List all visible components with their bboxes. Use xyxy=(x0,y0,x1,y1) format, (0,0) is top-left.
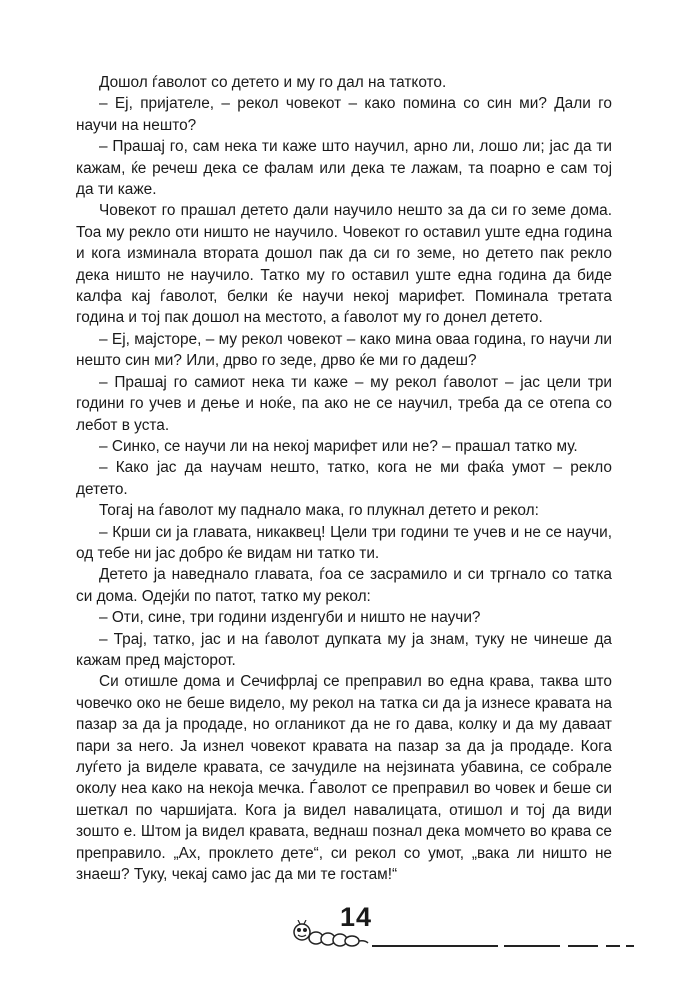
paragraph: Си отишле дома и Сечифрлај се преправил во една крава, таква што човечко око не беше видело, му рекол на татка си да ја изнесе кравата на пазар за да ја продаде, но огланикот да не го дава, колку и да му даваат пари за него. Ја изнел човекот кравата на пазар за да ја продаде. Кога луѓето ја виделе кравата, се зачудиле на нејзината убавина, се собрале околу неа како на некоја мечка. Ѓаволот се преправил во човек и беше си шеткал по чаршијата. Кога ја видел навалицата, отишол и тој да види зошто е. Штом ја видел кравата, веднаш познал дека момчето во крава се преправило. „Ах, проклето дете“, си рекол со умот, „вака ли ништо не знаеш? Туку, чекај само јас да ми те гостам!“ xyxy=(76,673,612,884)
paragraph: – Како јас да научам нешто, татко, кога не ми фаќа умот – рекло детето. xyxy=(76,459,612,498)
page-body-text xyxy=(76,72,612,885)
paragraph: – Еј, мајсторе, – му рекол човекот – како мина оваа година, го научи ли нешто син ми? Или, дрво го зеде, дрво ќе ми го дадеш? xyxy=(76,330,612,370)
footer-rule xyxy=(568,945,598,947)
paragraph: – Синко, се научи ли на некој марифет или не? – прашал татко му. xyxy=(99,437,578,455)
paragraph: Тогај на ѓаволот му паднало мака, го плукнал детето и рекол: xyxy=(99,502,539,520)
page-number: 14 xyxy=(340,902,373,932)
paragraph: Човекот го прашал детето дали научило нешто за да си го земе дома. Тоа му рекло оти ништо не научило. Човекот го оставил уште една година и кога изминала втората дошол пак да си го земе, но детето пак рекло дека ништо не научило. Татко му го оставил уште една година да биде калфа кај ѓаволот, белки ќе научи некој марифет. Поминала третата година и тој пак дошол на местото, а ѓаволот му го донел детето. xyxy=(76,202,612,327)
page-footer xyxy=(290,902,650,952)
footer-rule xyxy=(606,945,620,947)
paragraph: – Оти, сине, три години изденгуби и ништо не научи? xyxy=(99,609,481,627)
paragraph: – Еј, пријателе, – рекол човекот – како помина со син ми? Дали го научи на нешто? xyxy=(76,95,612,134)
paragraph: Детето ја наведнало главата, ѓоа се засрамило и си тргнало со татка си дома. Одејќи по патот, татко му рекол: xyxy=(76,566,612,605)
paragraph: Дошол ѓаволот со детето и му го дал на таткото. xyxy=(99,74,447,91)
footer-rule xyxy=(372,945,498,947)
footer-rule xyxy=(626,945,634,947)
paragraph: – Прашај го самиот нека ти каже – му рекол ѓаволот – јас цели три години го учев и дење и ноќе, па ако не се научил, треба да се отепа со лебот в уста. xyxy=(76,373,612,434)
footer-rule xyxy=(504,945,560,947)
paragraph: – Крши си ја главата, никаквец! Цели три години те учев и не се научи, од тебе ни јас добро ќе видам ни татко ти. xyxy=(76,523,612,562)
paragraph: – Трај, татко, јас и на ѓаволот дупката му ја знам, туку не чинеше да кажам пред мајсторот. xyxy=(76,630,612,669)
paragraph: – Прашај го, сам нека ти каже што научил, арно ли, лошо ли; јас да ти кажам, ќе речеш дека се фалам или дека те лажам, та поарно е сам тој да ти каже. xyxy=(76,138,612,199)
